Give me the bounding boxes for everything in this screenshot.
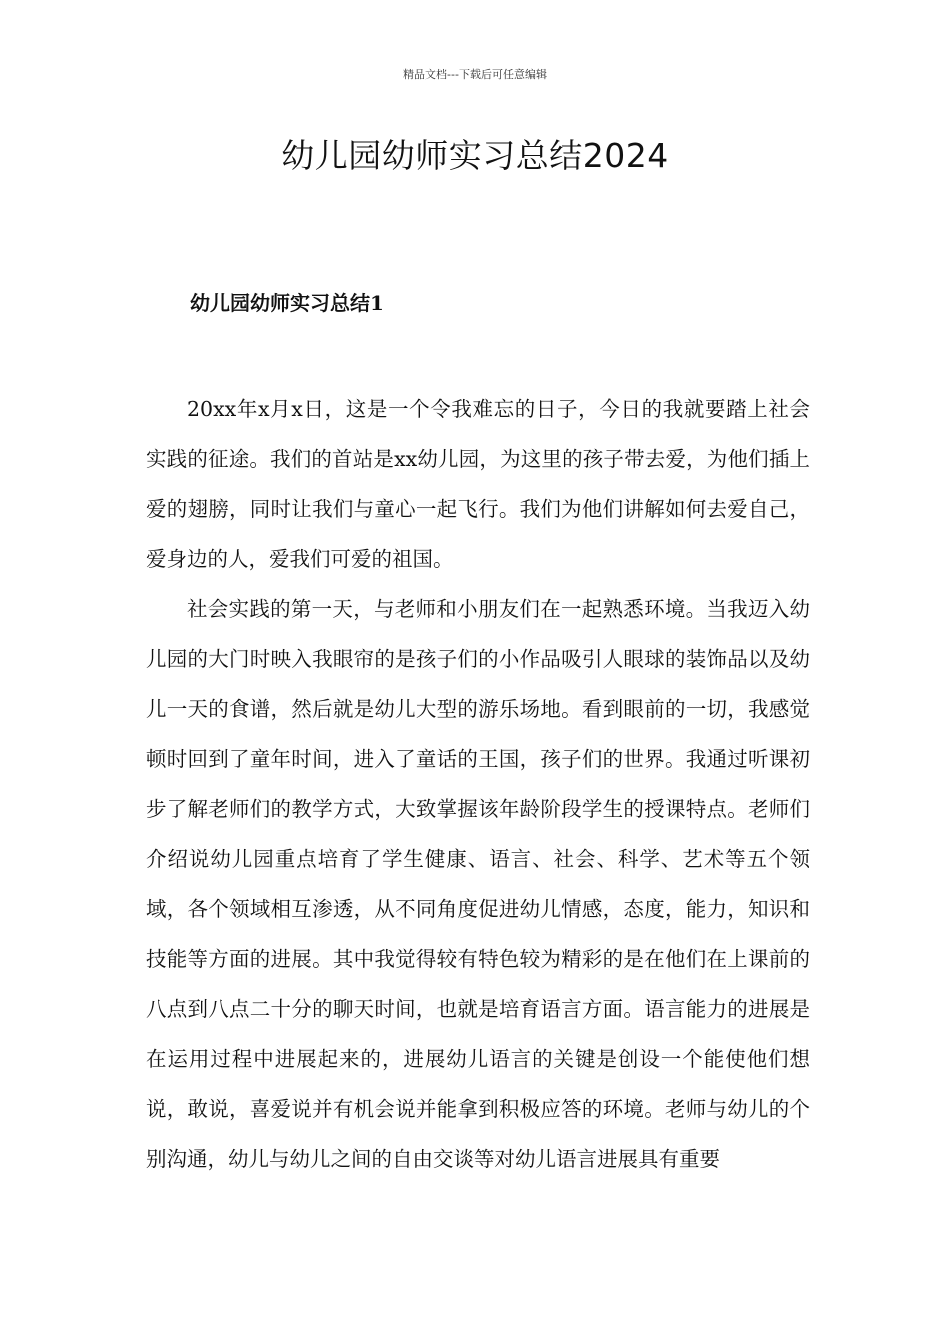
paragraph: 20xx年x月x日，这是一个令我难忘的日子，今日的我就要踏上社会实践的征途。我们的首站是xx幼儿园，为这里的孩子带去爱，为他们插上爱的翅膀，同时让我们与童心一起飞行。我们为他们讲解如何去爱自己，爱身边的人，爱我们可爱的祖国。 bbox=[146, 397, 810, 571]
header-note: 精品文档---下载后可任意编辑 bbox=[403, 68, 547, 81]
section-heading: 幼儿园幼师实习总结1 bbox=[190, 291, 384, 315]
body-text bbox=[146, 384, 810, 1184]
document-title: 幼儿园幼师实习总结2024 bbox=[281, 136, 669, 175]
paragraph: 社会实践的第一天，与老师和小朋友们在一起熟悉环境。当我迈入幼儿园的大门时映入我眼帘的是孩子们的小作品吸引人眼球的装饰品以及幼儿一天的食谱，然后就是幼儿大型的游乐场地。看到眼前的一切，我感觉顿时回到了童年时间，进入了童话的王国，孩子们的世界。我通过听课初步了解老师们的教学方式，大致掌握该年龄阶段学生的授课特点。老师们介绍说幼儿园重点培育了学生健康、语言、社会、科学、艺术等五个领域，各个领域相互渗透，从不同角度促进幼儿情感，态度，能力，知识和技能等方面的进展。其中我觉得较有特色较为精彩的是在他们在上课前的八点到八点二十分的聊天时间，也就是培育语言方面。语言能力的进展是在运用过程中进展起来的，进展幼儿语言的关键是创设一个能使他们想说，敢说，喜爱说并有机会说并能拿到积极应答的环境。老师与幼儿的个别沟通，幼儿与幼儿之间的自由交谈等对幼儿语言进展具有重要 bbox=[146, 597, 810, 1171]
